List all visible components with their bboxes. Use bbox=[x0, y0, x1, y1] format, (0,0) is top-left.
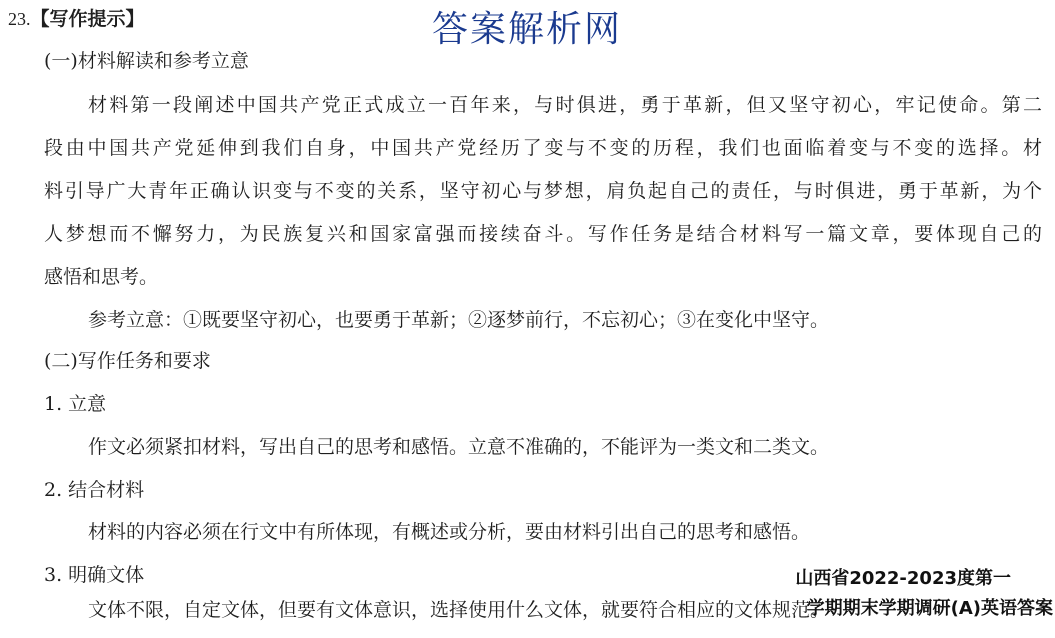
item-2-text: 材料的内容必须在行文中有所体现，有概述或分析，要由材料引出自己的思考和感悟。 bbox=[88, 521, 811, 543]
question-title: 【写作提示】 bbox=[30, 8, 145, 30]
item-1-title: 1. 立意 bbox=[44, 393, 107, 415]
section-1-heading: (一)材料解读和参考立意 bbox=[44, 50, 249, 72]
question-heading bbox=[8, 6, 145, 32]
para-line-4: 人梦想而不懈努力，为民族复兴和国家富强而接续奋斗。写作任务是结合材料写一篇文章，要体现自己的 bbox=[44, 223, 1042, 245]
para-line-1: 材料第一段阐述中国共产党正式成立一百年来，与时俱进，勇于革新，但又坚守初心，牢记使命。第二 bbox=[88, 94, 1042, 116]
section-2-heading: (二)写作任务和要求 bbox=[44, 350, 211, 372]
item-3-title: 3. 明确文体 bbox=[44, 564, 145, 586]
item-3-text: 文体不限，自定文体，但要有文体意识，选择使用什么文体，就要符合相应的文体规范。 bbox=[88, 599, 830, 621]
item-1-text: 作文必须紧扣材料，写出自己的思考和感悟。立意不准确的，不能评为一类文和二类文。 bbox=[88, 436, 830, 458]
reference-ideas: 参考立意：①既要坚守初心，也要勇于革新；②逐梦前行，不忘初心；③在变化中坚守。 bbox=[88, 309, 830, 331]
watermark-text: 答案解析网 bbox=[432, 9, 623, 50]
item-2-title: 2. 结合材料 bbox=[44, 479, 145, 501]
para-line-3: 料引导广大青年正确认识变与不变的关系，坚守初心与梦想，肩负起自己的责任，与时俱进，勇于革新，为个 bbox=[44, 180, 1042, 202]
question-number: 23. bbox=[8, 9, 31, 29]
overlay-caption-line-1: 山西省2022-2023度第一 bbox=[795, 568, 1011, 589]
para-line-5: 感悟和思考。 bbox=[44, 266, 159, 288]
para-line-2: 段由中国共产党延伸到我们自身，中国共产党经历了变与不变的历程，我们也面临着变与不变的选择。材 bbox=[44, 137, 1042, 159]
overlay-caption-line-2: 学期期末学期调研(A)英语答案 bbox=[806, 598, 1053, 619]
